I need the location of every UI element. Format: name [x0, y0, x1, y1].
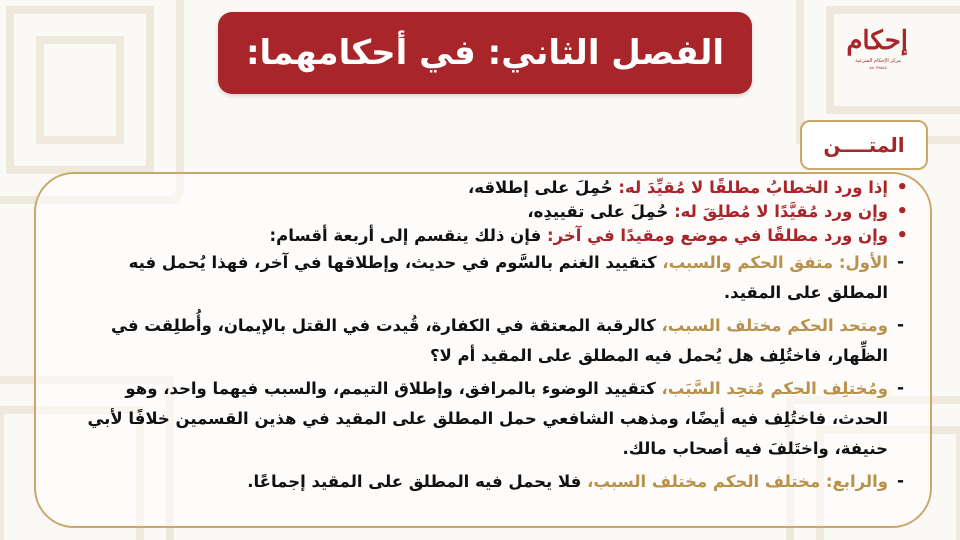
- section-label: والرابع: مختلف الحكم مختلف السبب،: [587, 472, 888, 491]
- bullet-item: [70, 176, 910, 200]
- bullet-item: [70, 224, 910, 248]
- section-label: ومتحد الحكم مختلف السبب،: [661, 316, 888, 335]
- bullet-text: فإن ذلك ينقسم إلى أربعة أقسام:: [269, 226, 548, 245]
- section-item: [70, 467, 910, 497]
- bullet-text: حُمِلَ على تقييدِه،: [527, 202, 675, 221]
- brand-logo: [848, 24, 908, 94]
- section-item: [70, 248, 910, 308]
- logo-mark: إحكام: [846, 26, 908, 56]
- section-label: الأول: متفق الحكم والسبب،: [662, 253, 888, 272]
- logo-subline: ٥٥٠٧٩٥٥٥: [869, 65, 887, 70]
- section-item: [70, 374, 910, 464]
- bullet-highlight: وإن ورد مطلقًا في موضع ومقيدًا في آخر:: [547, 226, 888, 245]
- bullet-text: حُمِلَ على إطلاقه،: [467, 178, 619, 197]
- section-tab-matn: [800, 120, 928, 170]
- chapter-title-banner: [218, 12, 752, 94]
- bullet-highlight: إذا ورد الخطابُ مطلقًا لا مُقيِّدَ له:: [618, 178, 888, 197]
- text-content: [70, 176, 910, 497]
- section-tab-label: المتــــن: [823, 133, 905, 157]
- section-text: فلا يحمل فيه المطلق على المقيد إجماعًا.: [247, 472, 588, 491]
- section-item: [70, 311, 910, 371]
- section-label: ومُختلِف الحكم مُتحِد السَّبَب،: [661, 379, 888, 398]
- section-text: كتقييد الغنم بالسَّوم في حديث، وإطلاقها في آخر، فهذا يُحمل فيه المطلق على المقيد.: [128, 253, 888, 302]
- section-text: كتقييد الوضوء بالمرافق، وإطلاق التيمم، والسبب فيهما واحد، وهو الحدث، فاختُلِف فيه أيضًا، ومذهب الشافعي حمل المطلق على المقيد في هذين القسمين خلافًا لأبي حنيفة، واختَلفَ فيه أصحاب مالك.: [87, 379, 888, 458]
- logo-subtitle: مركز الإحكام الشرعية: [855, 58, 901, 64]
- bullet-item: [70, 200, 910, 224]
- chapter-title: الفصل الثاني: في أحكامهما:: [245, 33, 725, 73]
- section-text: كالرقبة المعتقة في الكفارة، قُيدت في القتل بالإيمان، وأُطلِقت في الظِّهار، فاختُلِف هل يُحمل فيه المطلق على المقيد أم لا؟: [111, 316, 888, 365]
- bullet-highlight: وإن ورد مُقيَّدًا لا مُطلِقَ له:: [674, 202, 888, 221]
